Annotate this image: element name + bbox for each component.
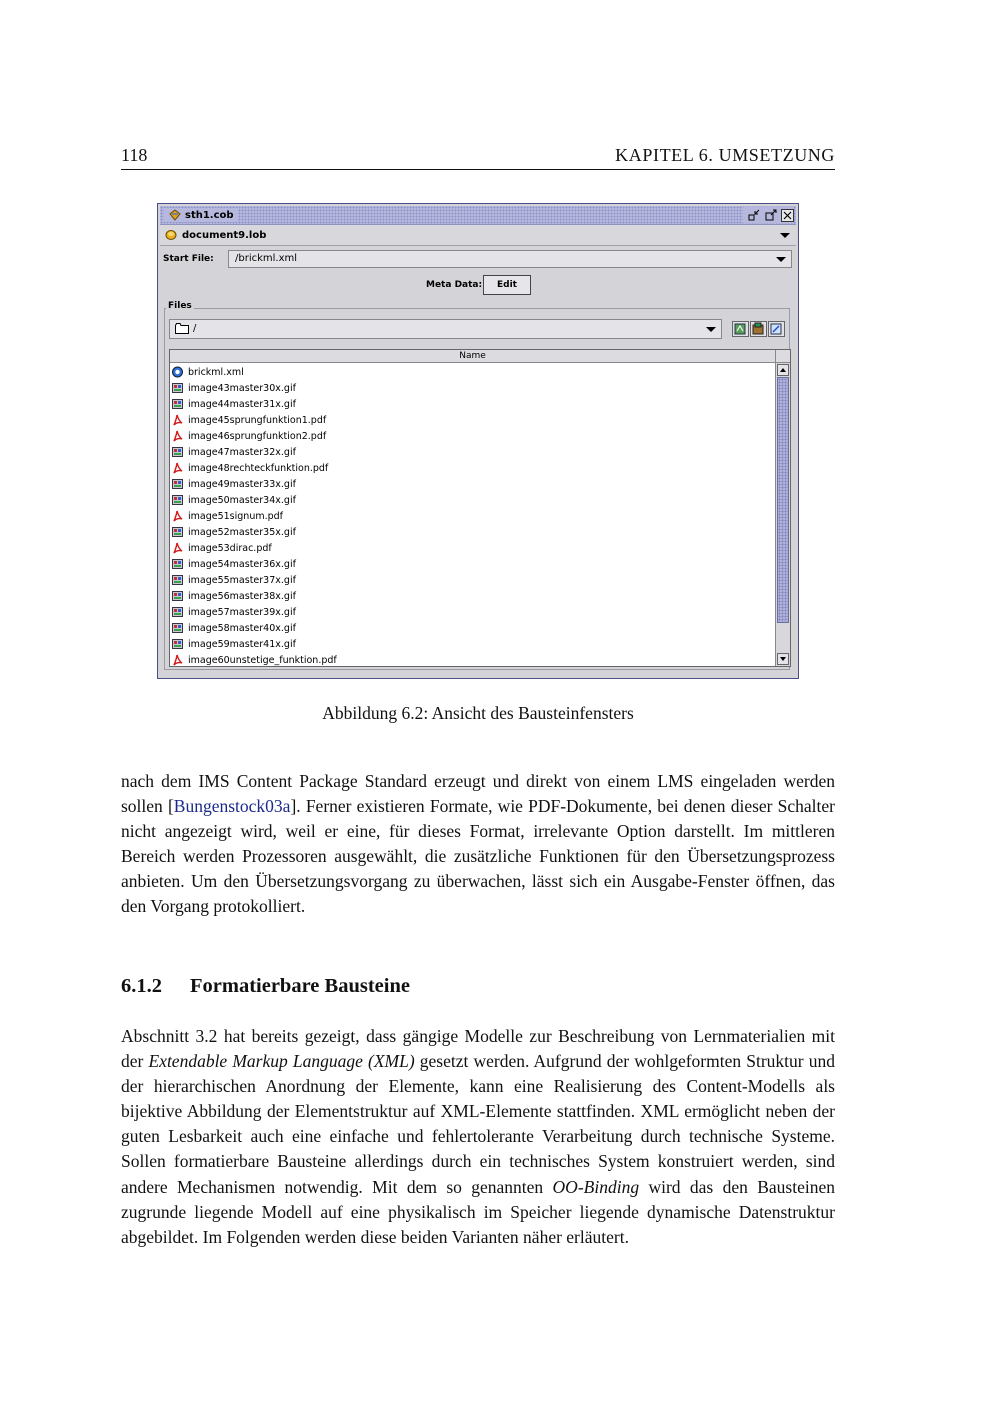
file-name: image47master32x.gif <box>188 446 296 458</box>
path-value: / <box>193 323 197 334</box>
file-name: image48rechteckfunktion.pdf <box>188 462 329 474</box>
vertical-scrollbar[interactable] <box>775 350 790 666</box>
pdf-file-icon <box>172 462 183 474</box>
document-selector[interactable] <box>160 225 796 246</box>
file-row[interactable] <box>170 540 775 556</box>
chevron-down-icon[interactable] <box>706 327 716 332</box>
emphasis-oo-binding: OO-Binding <box>552 1176 640 1197</box>
page-number: 118 <box>121 145 148 165</box>
title-area <box>164 208 238 222</box>
paragraph-2-text-b: gesetzt werden. Aufgrund der wohlgeformten Struktur und der hierarchischen Anordnung der Elemente, kann eine Realisierung des Content-Modells als bijektive Abbildung der Elementstruktur auf XML-Elemente stattfinden. XML ermöglicht neben der guten Lesbarkeit auch eine einfache und fehlertolerante Verarbeitung durch technische Systeme. Sollen formatierbare Bausteine allerdings durch ein technisches System konstruiert werden, sind andere Mechanismen notwendig. Mit dem so genannten <box>121 1051 835 1197</box>
column-header-name[interactable]: Name <box>170 350 775 363</box>
file-row[interactable] <box>170 412 775 428</box>
section-heading <box>121 975 410 998</box>
figure-caption: Abbildung 6.2: Ansicht des Bausteinfensters <box>322 703 634 723</box>
file-row[interactable] <box>170 444 775 460</box>
file-name: image57master39x.gif <box>188 606 296 618</box>
files-group <box>164 301 790 670</box>
file-row[interactable] <box>170 380 775 396</box>
file-name: image50master34x.gif <box>188 494 296 506</box>
minimize-icon[interactable] <box>747 208 761 222</box>
pdf-file-icon <box>172 510 183 522</box>
scrollbar-thumb[interactable] <box>777 377 789 623</box>
image-file-icon <box>172 638 183 650</box>
file-row[interactable] <box>170 604 775 620</box>
chapter-title: KAPITEL 6. UMSETZUNG <box>615 145 835 165</box>
file-name: image56master38x.gif <box>188 590 296 602</box>
section-number: 6.1.2 <box>121 975 162 997</box>
image-file-icon <box>172 622 183 634</box>
emphasis-xml: Extendable Markup Language (XML) <box>148 1051 415 1072</box>
path-combo[interactable] <box>169 319 722 339</box>
window-title: sth1.cob <box>185 209 234 221</box>
import-file-icon[interactable] <box>732 321 749 337</box>
file-name: image55master37x.gif <box>188 574 296 586</box>
image-file-icon <box>172 446 183 458</box>
file-row[interactable] <box>170 652 775 668</box>
file-row[interactable] <box>170 428 775 444</box>
file-row[interactable] <box>170 588 775 604</box>
file-name: image51signum.pdf <box>188 510 284 522</box>
edit-button[interactable]: Edit <box>483 275 531 295</box>
file-row[interactable] <box>170 556 775 572</box>
folder-icon <box>175 323 189 334</box>
file-row[interactable] <box>170 364 775 380</box>
files-label: Files <box>168 301 192 311</box>
pdf-file-icon <box>172 542 183 554</box>
file-name: image59master41x.gif <box>188 638 296 650</box>
paragraph-2-text-a: Abschnitt 3.2 hat bereits gezeigt, dass gängige Modelle zur Beschreibung von Lernmaterialien mit der <box>121 1026 835 1072</box>
start-file-row <box>162 250 792 270</box>
file-name: image49master33x.gif <box>188 478 296 490</box>
paragraph-1-text-b: ]. Ferner existieren Formate, wie PDF-Dokumente, bei denen dieser Schalter nicht angezeigt wird, weil er eine, für dieses Format, irrelevante Option darstellt. Im mittleren Bereich werden Prozessoren ausgewählt, die zusätzliche Funktionen für den Übersetzungsprozess anbieten. Um den Übersetzungsvorgang zu überwachen, lässt sich ein Ausgabe-Fenster öffnen, das den Vorgang protokolliert. <box>121 796 835 917</box>
refresh-icon[interactable] <box>768 321 785 337</box>
maximize-icon[interactable] <box>764 208 778 222</box>
running-header <box>121 145 835 170</box>
image-file-icon <box>172 606 183 618</box>
file-name: image46sprungfunktion2.pdf <box>188 430 327 442</box>
image-file-icon <box>172 478 183 490</box>
pdf-file-icon <box>172 654 183 666</box>
chevron-down-icon[interactable] <box>780 233 790 238</box>
image-file-icon <box>172 526 183 538</box>
xml-file-icon <box>172 366 183 378</box>
file-name: image58master40x.gif <box>188 622 296 634</box>
file-row[interactable] <box>170 492 775 508</box>
paragraph-2 <box>121 1024 835 1250</box>
image-file-icon <box>172 494 183 506</box>
window-titlebar[interactable] <box>160 206 796 225</box>
start-file-value: /brickml.xml <box>235 253 298 264</box>
document-icon <box>165 229 177 241</box>
citation-link[interactable]: Bungenstock03a <box>173 796 291 817</box>
file-name: image43master30x.gif <box>188 382 296 394</box>
file-name: image60unstetige_funktion.pdf <box>188 654 337 666</box>
file-row[interactable] <box>170 636 775 652</box>
file-toolbar <box>732 321 785 337</box>
file-name: brickml.xml <box>188 366 244 378</box>
start-file-label: Start File: <box>163 254 214 264</box>
file-name: image53dirac.pdf <box>188 542 272 554</box>
file-row[interactable] <box>170 508 775 524</box>
file-row[interactable] <box>170 396 775 412</box>
meta-data-label: Meta Data: <box>426 280 483 290</box>
chevron-down-icon[interactable] <box>776 257 786 262</box>
package-icon[interactable] <box>750 321 767 337</box>
component-window-screenshot <box>157 203 799 679</box>
paragraph-2-text-c: wird das den Bausteinen zugrunde liegende Modell auf eine physikalisch im Speicher liegende dynamische Datenstruktur abgebildet. Im Folgenden werden diese beiden Varianten näher erläutert. <box>121 1176 835 1247</box>
scroll-down-button[interactable] <box>777 653 789 665</box>
file-row[interactable] <box>170 476 775 492</box>
file-row[interactable] <box>170 524 775 540</box>
file-name: image45sprungfunktion1.pdf <box>188 414 327 426</box>
document-name: document9.lob <box>182 229 267 241</box>
section-title: Formatierbare Bausteine <box>190 975 410 997</box>
file-list-box[interactable] <box>169 349 791 667</box>
file-row[interactable] <box>170 572 775 588</box>
image-file-icon <box>172 398 183 410</box>
file-name: image52master35x.gif <box>188 526 296 538</box>
pdf-file-icon <box>172 414 183 426</box>
scrollbar-corner <box>776 350 790 363</box>
start-file-combo[interactable] <box>228 250 792 268</box>
close-icon[interactable] <box>781 209 794 222</box>
image-file-icon <box>172 590 183 602</box>
pdf-file-icon <box>172 430 183 442</box>
meta-data-row <box>158 275 798 297</box>
course-icon <box>169 209 181 221</box>
file-name: image44master31x.gif <box>188 398 296 410</box>
file-list <box>170 364 775 668</box>
image-file-icon <box>172 558 183 570</box>
scroll-up-button[interactable] <box>777 364 789 376</box>
image-file-icon <box>172 574 183 586</box>
image-file-icon <box>172 382 183 394</box>
window-controls <box>743 207 794 223</box>
paragraph-1 <box>121 769 835 920</box>
file-row[interactable] <box>170 620 775 636</box>
file-row[interactable] <box>170 460 775 476</box>
file-name: image54master36x.gif <box>188 558 296 570</box>
paragraph-1-text-a: nach dem IMS Content Package Standard erzeugt und direkt von einem LMS eingeladen werden sollen [ <box>121 771 835 817</box>
